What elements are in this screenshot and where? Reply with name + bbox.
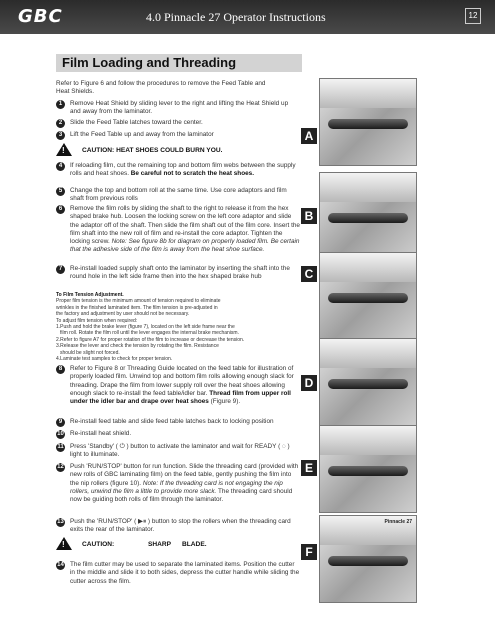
- step-number: 3: [56, 131, 65, 140]
- page-number: 12: [465, 8, 481, 24]
- step-text: Push 'RUN/STOP' button for run function. Slide the threading card (provided with new rolls of GBC laminating film) on the feed table, gently pushing the film into the nip rollers (figure 10).: [70, 463, 299, 487]
- step-number: 1: [56, 100, 65, 109]
- figure-b-photo: [319, 172, 417, 260]
- tension-line: To adjust film tension when required:: [56, 317, 138, 324]
- figure-label-b: B: [301, 208, 317, 224]
- step-text: Lift the Feed Table up and away from the laminator: [70, 131, 214, 138]
- step-number: 13: [57, 519, 64, 525]
- step-text: Remove the film rolls by sliding the shaft to the right to release it from the hex shaped brake hub. Loosen the locking screw on the left core adaptor and slide the adaptor off of the shaft. Then slide the film shaft out of the film core. Insert the film shaft into the new roll of film and re-install the core adaptor. Tighten the locking screw.: [70, 205, 300, 246]
- step-text: Change the top and bottom roll at the same time. Use core adaptors and film shaft from previous rolls: [70, 187, 287, 203]
- tension-line: wrinkles in the finished laminated item. The film tension is pre-adjusted in: [56, 304, 218, 311]
- step-number: 2: [56, 119, 65, 128]
- caution-sharp-blade: CAUTION:: [82, 541, 115, 548]
- tension-line: 2.Refer to figure A7 for proper rotation of the film to increase or decrease the tension.: [56, 336, 245, 343]
- step-text: Refer to Figure 8 or Threading Guide located on the feed table for illustration of properly loaded film. Unwind top and bottom film rolls allowing enough slack for threading. Drape the film from lower supply roll over the heat shoes allowing enough slack to re-install the feed table/idler bar.: [70, 365, 294, 397]
- caution-blade: BLADE.: [182, 541, 207, 548]
- figure-a-photo: [319, 78, 417, 166]
- step-text: Re-install loaded supply shaft onto the laminator by inserting the shaft into the round hole in the left side frame then into the hex shaped brake hub: [70, 265, 290, 281]
- step-note: Note: If the threading card is not engaging the nip rollers, unwind the film a little to provide more slack.: [70, 479, 283, 495]
- exclamation-icon: !: [62, 540, 65, 549]
- header-bar: [0, 0, 495, 34]
- step-tail-text: The threading card should now be guiding both rolls of film through the laminator.: [70, 487, 293, 504]
- step-text: Remove Heat Shield by sliding lever to the right and lifting the Heat Shield up and away from the laminator.: [70, 100, 289, 116]
- figure-d-photo: [319, 338, 417, 426]
- section-title: Film Loading and Threading: [62, 55, 237, 70]
- step-bold-text: Thread film from upper roll under the idler bar and drape over heat shoes: [70, 389, 291, 406]
- section-title-bar: [56, 54, 302, 72]
- tension-line: 4.Laminate test samples to check for proper tension.: [56, 356, 173, 363]
- figure-label-e: E: [301, 460, 317, 476]
- step-tail-text: (Figure 9).: [210, 398, 241, 406]
- caution-heat-shoes: CAUTION: HEAT SHOES COULD BURN YOU.: [82, 147, 223, 154]
- step-number: 6: [56, 205, 65, 214]
- step-number: 5: [56, 187, 65, 196]
- tension-line: 3.Release the lever and check the tension by rotating the film. Resistance: [56, 343, 219, 350]
- tension-line: should be slight not forced.: [60, 349, 120, 356]
- step-text: Slide the Feed Table latches toward the center.: [70, 119, 203, 126]
- figure-e-photo: [319, 425, 417, 513]
- step-number: 9: [56, 418, 65, 427]
- tension-line: the factory and adjustment by user should not be necessary.: [56, 311, 190, 318]
- figure-label-f: F: [301, 544, 317, 560]
- figure-label-d: D: [301, 375, 317, 391]
- step-number: 14: [57, 562, 64, 568]
- tension-line: Proper film tension is the minimum amount of tension required to eliminate: [56, 298, 221, 305]
- step-number: 4: [56, 162, 65, 171]
- figure-label-c: C: [301, 266, 317, 282]
- step-number: 12: [57, 464, 64, 470]
- tension-line: 1.Push and hold the brake lever (figure 7), located on the left side frame near the: [56, 324, 235, 331]
- step-bold-text: Be careful not to scratch the heat shoes.: [130, 170, 254, 178]
- step-text: The film cutter may be used to separate the laminated items. Position the cutter in the middle and slide it to both sides, depress the cutter handle while sliding the cutter across the film.: [70, 561, 300, 585]
- intro-text: Refer to Figure 6 and follow the procedures to remove the Feed Table and Heat Shields.: [56, 80, 266, 96]
- step-number: 8: [56, 365, 65, 374]
- step-text: Re-install heat shield.: [70, 430, 132, 437]
- exclamation-icon: !: [62, 146, 65, 155]
- figure-c-photo: [319, 252, 417, 340]
- figure-label-a: A: [301, 128, 317, 144]
- tension-line: film roll. Rotate the film roll until the lever engages the internal brake mechanism.: [60, 330, 239, 337]
- step-text: Push the 'RUN/STOP' ( ▶⏸ ) button to stop the rollers when the threading card exits the rear of the laminator.: [70, 518, 291, 534]
- step-number: 10: [57, 431, 64, 437]
- step-note: Note: See figure 8b for diagram on properly loaded film. Be certain that the adhesive side of the film is away from the heat shoe surface.: [70, 238, 300, 254]
- gbc-logo: GBC: [18, 6, 63, 27]
- step-text: Press 'Standby' ( ⏻ ) button to activate the laminator and wait for READY ( ◌ ) light to illuminate.: [70, 443, 290, 459]
- film-tension-block: [56, 292, 288, 362]
- document-title: 4.0 Pinnacle 27 Operator Instructions: [146, 10, 326, 24]
- step-number: 11: [57, 444, 64, 450]
- step-text: If reloading film, cut the remaining top and bottom film webs between the supply rolls and heat shoes.: [70, 162, 296, 178]
- tension-title: To Film Tension Adjustment.: [56, 292, 124, 298]
- figure-f-photo: [319, 515, 417, 603]
- step-number: 7: [56, 265, 65, 274]
- step-text: Re-install feed table and slide feed table latches back to locking position: [70, 418, 274, 425]
- figure-badge: Pinnacle 27: [384, 519, 412, 525]
- caution-sharp: SHARP: [148, 541, 172, 548]
